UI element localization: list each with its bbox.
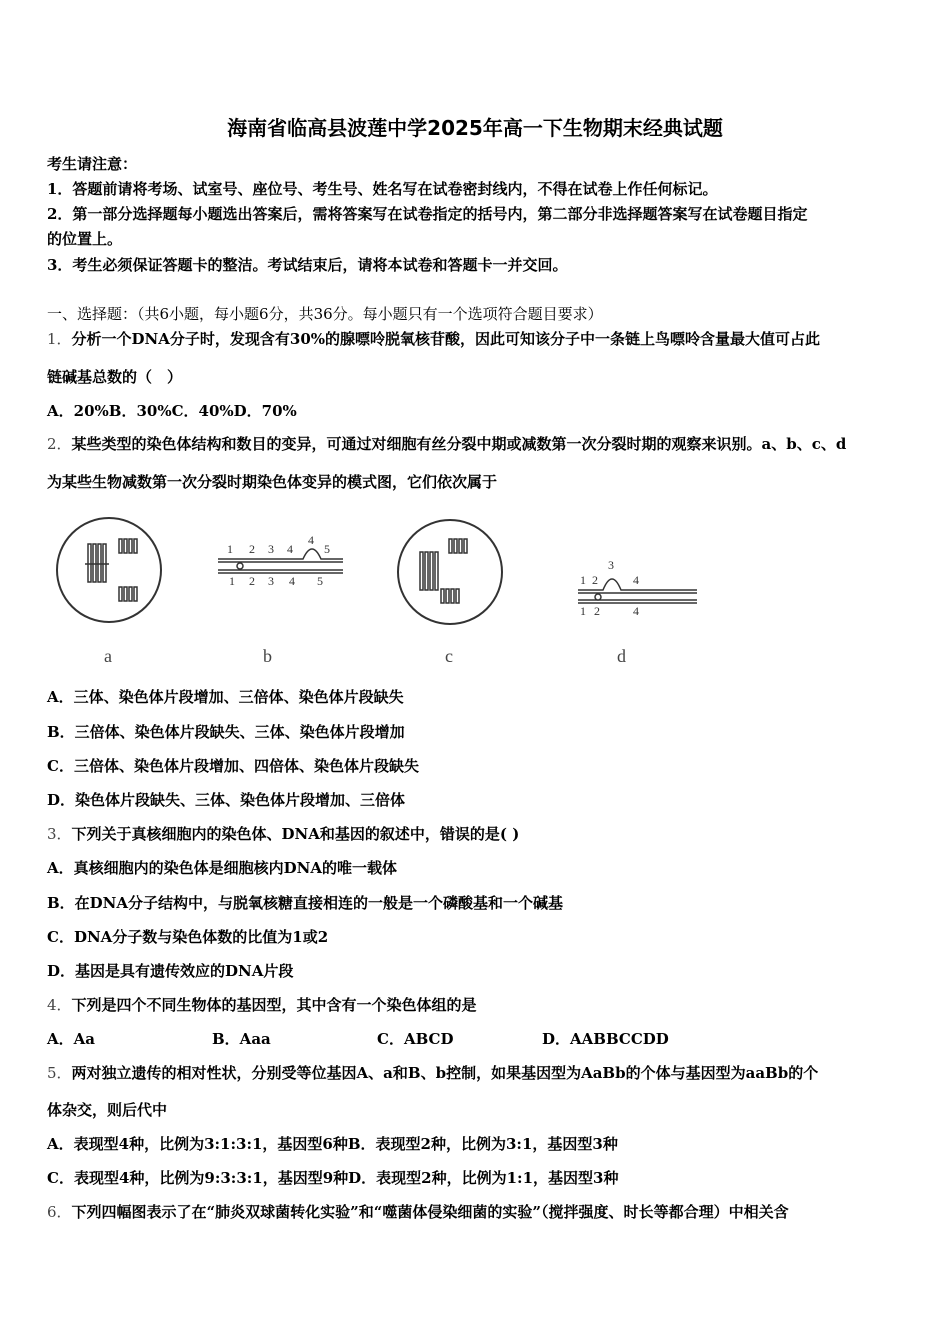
d-bottom-label: 1 [580,604,586,618]
question-text-cont: 为某些生物减数第一次分裂时期染色体变异的模式图，它们依次属于 [47,473,498,491]
question-option: B．三倍体、染色体片段缺失、三体、染色体片段增加 [47,723,405,741]
question-text: 下列四幅图表示了在“肺炎双球菌转化实验”和“噬菌体侵染细菌的实验”（搅拌强度、时长等都合理）中相关含 [71,1203,789,1221]
figure-label: a [104,646,112,666]
question-text: 两对独立遗传的相对性状，分别受等位基因A、a和B、b控制，如果基因型为AaBb的个体与基因型为aaBb的个 [71,1064,819,1082]
question-number: 2． [47,435,72,453]
question-number: 1． [47,330,72,348]
notice-heading: 考生请注意： [47,155,138,173]
question-option: C．DNA分子数与染色体数的比值为1或2 [47,928,329,946]
d-top-label: 2 [592,573,598,587]
question-option: B．Aaa [212,1030,271,1048]
b-top-label: 3 [268,542,274,556]
b-bottom-label: 2 [249,574,255,588]
notice-item: 3．考生必须保证答题卡的整洁。考试结束后，请将本试卷和答题卡一并交回。 [47,256,568,274]
notice-item: 2．第一部分选择题每小题选出答案后，需将答案写在试卷指定的括号内，第二部分非选择题答案写在试卷题目指定 [47,205,808,223]
question-number: 4． [47,996,72,1014]
question-text-cont: 链碱基总数的（ ） [47,368,183,386]
question-option: D．基因是具有遗传效应的DNA片段 [47,962,294,980]
d-top-label: 1 [580,573,586,587]
question-3 [47,823,519,844]
question-1 [47,328,820,349]
d-bottom-label: 4 [633,604,639,618]
d-top-label: 3 [608,558,614,572]
b-top-label: 5 [324,542,330,556]
figure-a [57,518,161,622]
d-top-label: 4 [633,573,639,587]
question-text: 某些类型的染色体结构和数目的变异，可通过对细胞有丝分裂中期或减数第一次分裂时期的观察来识别。a、b、c、d [71,435,847,453]
b-top-label: 2 [249,542,255,556]
figure-c [398,520,502,624]
question-option: B．在DNA分子结构中，与脱氧核糖直接相连的一般是一个磷酸基和一个碱基 [47,894,564,912]
figure-label: c [445,646,453,666]
b-top-label: 4 [287,542,293,556]
b-bottom-label: 4 [289,574,295,588]
figure-label: b [263,646,272,666]
question-text: 分析一个DNA分子时，发现含有30%的腺嘌呤脱氧核苷酸，因此可知该分子中一条链上鸟嘌呤含量最大值可占此 [71,330,821,348]
question-text: 下列关于真核细胞内的染色体、DNA和基因的叙述中，错误的是( ) [71,825,520,843]
question-text: 下列是四个不同生物体的基因型，其中含有一个染色体组的是 [71,996,477,1014]
b-bottom-label: 3 [268,574,274,588]
b-bottom-label: 1 [229,574,235,588]
notice-item: 1．答题前请将考场、试室号、座位号、考生号、姓名写在试卷密封线内，不得在试卷上作任何标记。 [47,180,718,198]
question-option: C．三倍体、染色体片段增加、四倍体、染色体片段缺失 [47,757,419,775]
section-heading: 一、选择题：（共6小题，每小题6分，共36分。每小题只有一个选项符合题目要求） [47,305,603,323]
chromosome-figure [0,512,950,672]
question-options: A．20%B．30%C．40%D．70% [47,402,297,420]
b-top-label: 4 [308,533,314,547]
question-option: A．真核细胞内的染色体是细胞核内DNA的唯一载体 [47,859,397,877]
question-6 [47,1201,789,1222]
question-option: A．表现型4种，比例为3:1:3:1，基因型6种B．表现型2种，比例为3:1，基因型3种 [47,1135,618,1153]
question-number: 3． [47,825,72,843]
notice-item: 的位置上。 [47,230,123,248]
question-text-cont: 体杂交，则后代中 [47,1101,168,1119]
b-bottom-label: 5 [317,574,323,588]
figure-label: d [617,646,626,666]
question-option: D．AABBCCDD [542,1030,669,1048]
question-number: 5． [47,1064,72,1082]
question-2 [47,433,846,454]
question-4 [47,994,477,1015]
question-option: D．染色体片段缺失、三体、染色体片段增加、三倍体 [47,791,406,809]
b-top-label: 1 [227,542,233,556]
question-options-row [47,1028,707,1049]
question-number: 6． [47,1203,72,1221]
question-option: C．ABCD [377,1030,454,1048]
question-option: A．Aa [47,1030,95,1048]
d-bottom-label: 2 [594,604,600,618]
page-title: 海南省临高县波莲中学2025年高一下生物期末经典试题 [227,116,723,140]
question-option: A．三体、染色体片段增加、三倍体、染色体片段缺失 [47,688,404,706]
question-option: C．表现型4种，比例为9:3:3:1，基因型9种D．表现型2种，比例为1:1，基因型3种 [47,1169,619,1187]
question-5 [47,1062,818,1083]
